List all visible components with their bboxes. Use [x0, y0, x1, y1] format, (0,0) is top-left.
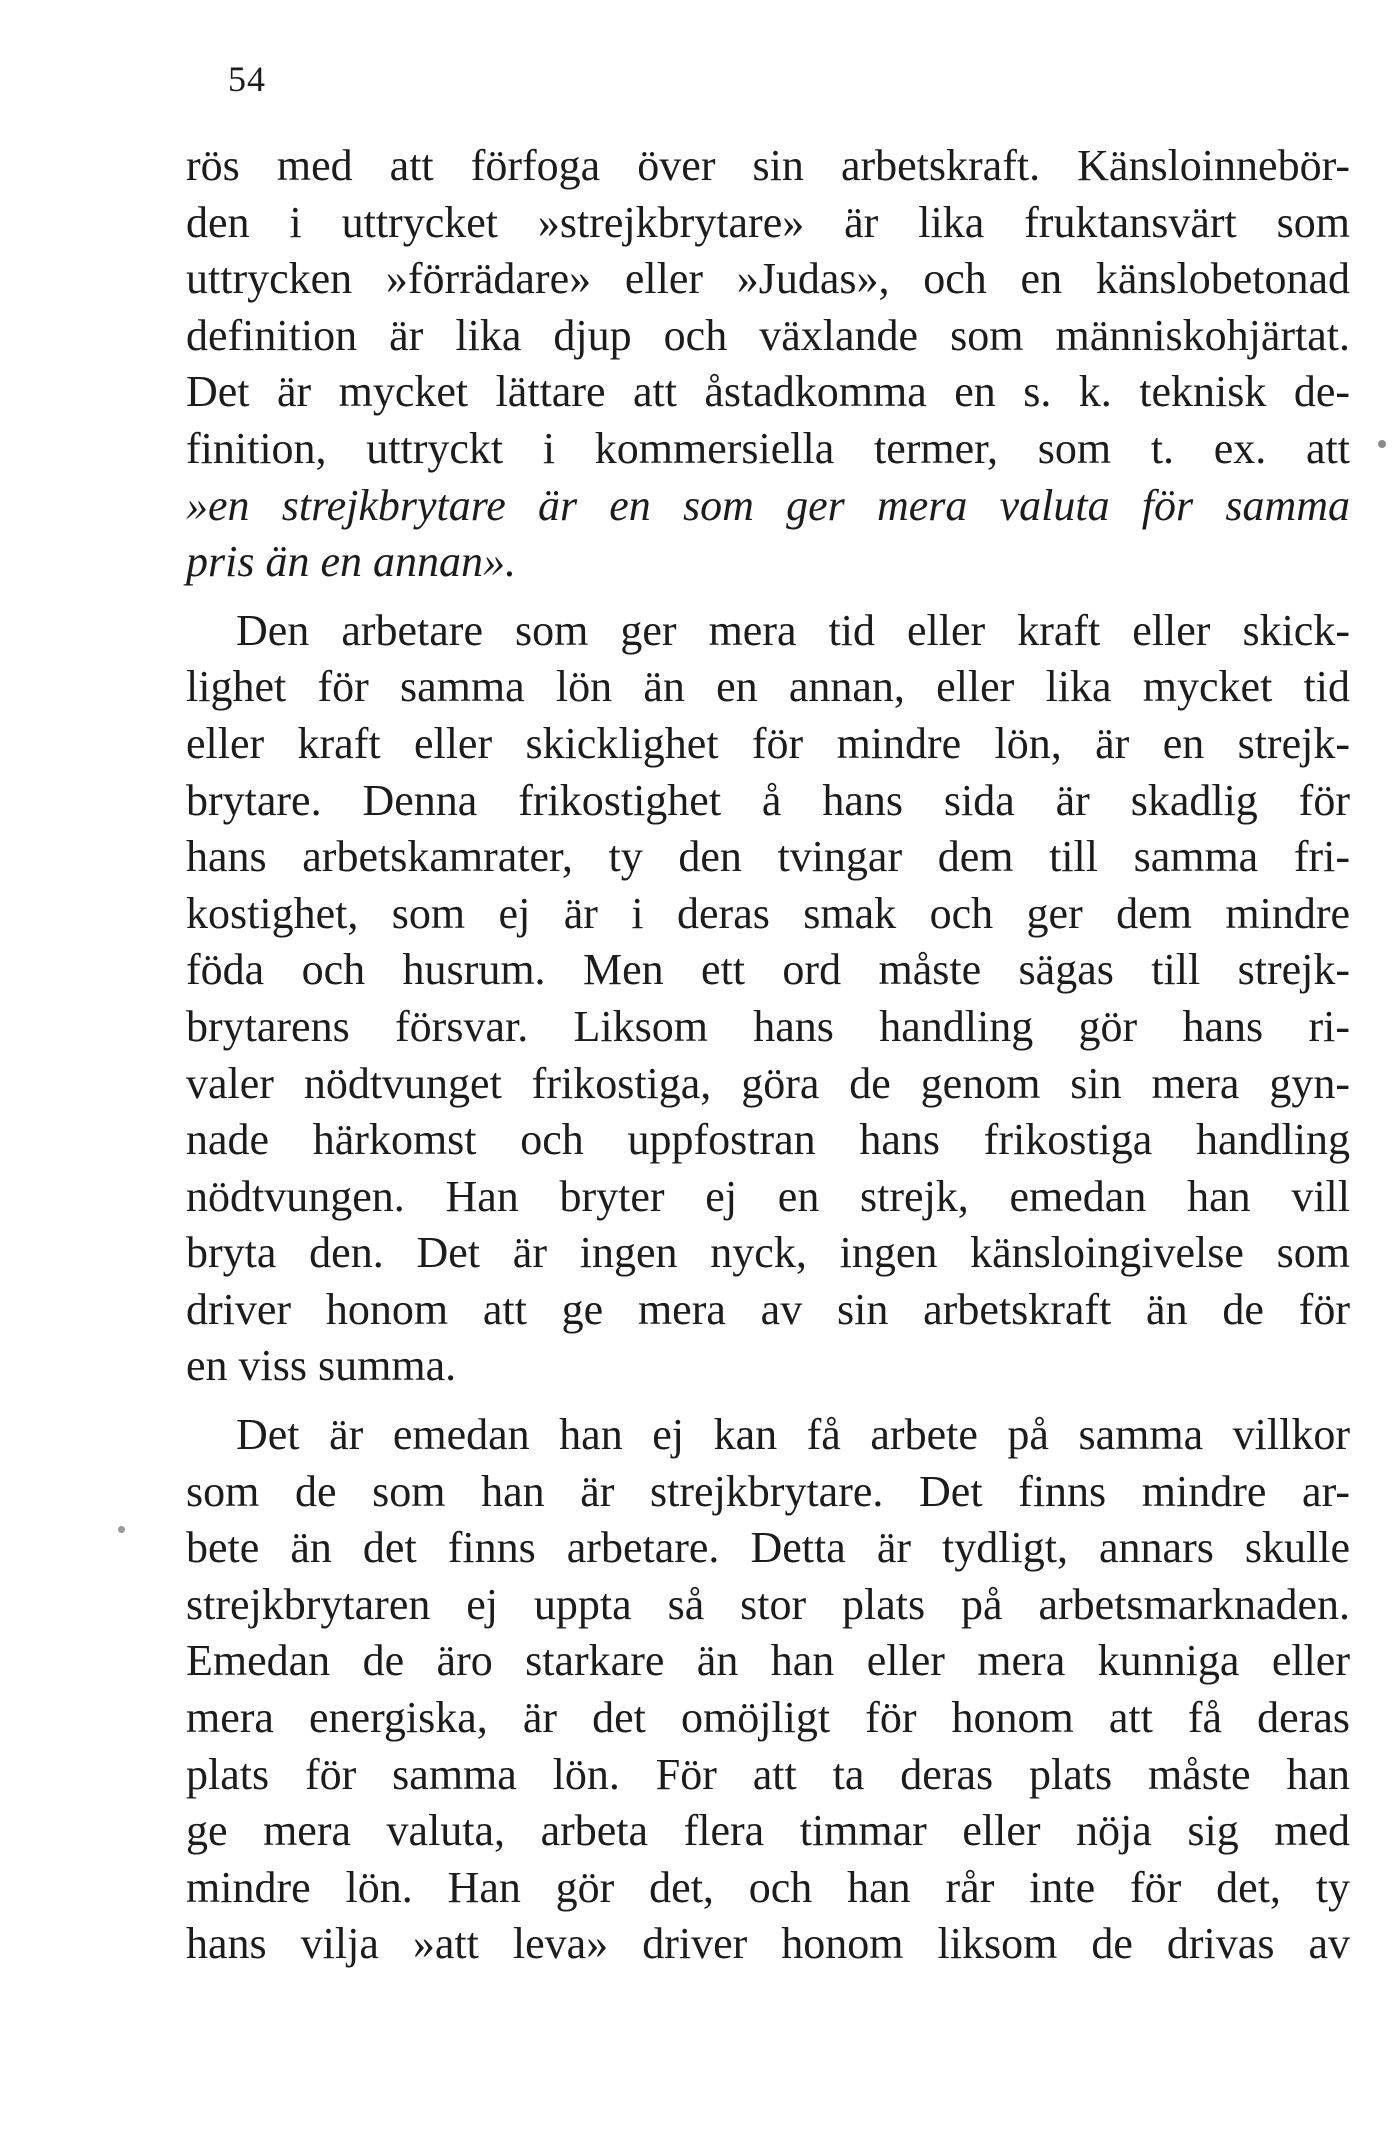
text-line: ge mera valuta, arbeta flera timmar eller nöja sig med	[186, 1806, 1350, 1856]
body-text	[186, 138, 1350, 1973]
text-line: Det är emedan han ej kan få arbete på samma villkor	[236, 1410, 1350, 1460]
text-line: föda och husrum. Men ett ord måste sägas till strejk-	[186, 945, 1350, 995]
text-line: strejkbrytaren ej uppta så stor plats på arbetsmarknaden.	[186, 1579, 1350, 1629]
text-line: definition är lika djup och växlande som människohjärtat.	[186, 310, 1350, 360]
paragraph	[186, 603, 1350, 1395]
text-line: valer nödtvunget frikostiga, göra de genom sin mera gyn-	[186, 1058, 1350, 1108]
page-number: 54	[228, 59, 266, 99]
margin-speck	[118, 1526, 125, 1533]
text-line: mera energiska, är det omöjligt för honom att få deras	[186, 1693, 1350, 1743]
paragraph-gap	[186, 591, 1350, 603]
text-line: brytare. Denna frikostighet å hans sida är skadlig för	[186, 775, 1350, 825]
text-line: lighet för samma lön än en annan, eller lika mycket tid	[186, 662, 1350, 712]
text-line: nade härkomst och uppfostran hans frikostiga handling	[186, 1115, 1350, 1165]
text-line: finition, uttryckt i kommersiella termer, som t. ex. att	[186, 423, 1350, 473]
text-line: brytarens försvar. Liksom hans handling gör hans ri-	[186, 1001, 1350, 1051]
paragraph	[186, 138, 1350, 591]
text-line: nödtvungen. Han bryter ej en strejk, emedan han vill	[186, 1171, 1350, 1221]
text-line: pris än en annan».	[186, 537, 516, 587]
text-line: som de som han är strejkbrytare. Det finns mindre ar-	[186, 1466, 1350, 1516]
text-line: eller kraft eller skicklighet för mindre lön, är en strejk-	[186, 718, 1350, 768]
text-line: hans arbetskamrater, ty den tvingar dem till samma fri-	[186, 832, 1350, 882]
text-line: hans vilja »att leva» driver honom liksom de drivas av	[186, 1919, 1350, 1969]
paragraph	[186, 1407, 1350, 1973]
text-line: mindre lön. Han gör det, och han rår inte för det, ty	[186, 1862, 1350, 1912]
text-line: plats för samma lön. För att ta deras plats måste han	[186, 1749, 1350, 1799]
text-line: kostighet, som ej är i deras smak och ger dem mindre	[186, 888, 1350, 938]
text-line: Den arbetare som ger mera tid eller kraft eller skick-	[236, 605, 1350, 655]
text-line: rös med att förfoga över sin arbetskraft. Känsloinnebör-	[186, 141, 1350, 190]
text-line: Emedan de äro starkare än han eller mera kunniga eller	[186, 1636, 1350, 1686]
text-line: bryta den. Det är ingen nyck, ingen känsloingivelse som	[186, 1228, 1350, 1278]
edge-speck	[1378, 440, 1386, 448]
text-line: uttrycken »förrädare» eller »Judas», och en känslobetonad	[186, 254, 1350, 304]
text-line: den i uttrycket »strejkbrytare» är lika fruktansvärt som	[186, 197, 1350, 247]
paragraph-gap	[186, 1395, 1350, 1407]
text-line: bete än det finns arbetare. Detta är tydligt, annars skulle	[186, 1523, 1350, 1573]
text-line: driver honom att ge mera av sin arbetskraft än de för	[186, 1284, 1350, 1334]
text-line: »en strejkbrytare är en som ger mera valuta för samma	[186, 480, 1350, 530]
text-line: Det är mycket lättare att åstadkomma en s. k. teknisk de-	[186, 367, 1350, 417]
text-line: en viss summa.	[186, 1341, 457, 1391]
